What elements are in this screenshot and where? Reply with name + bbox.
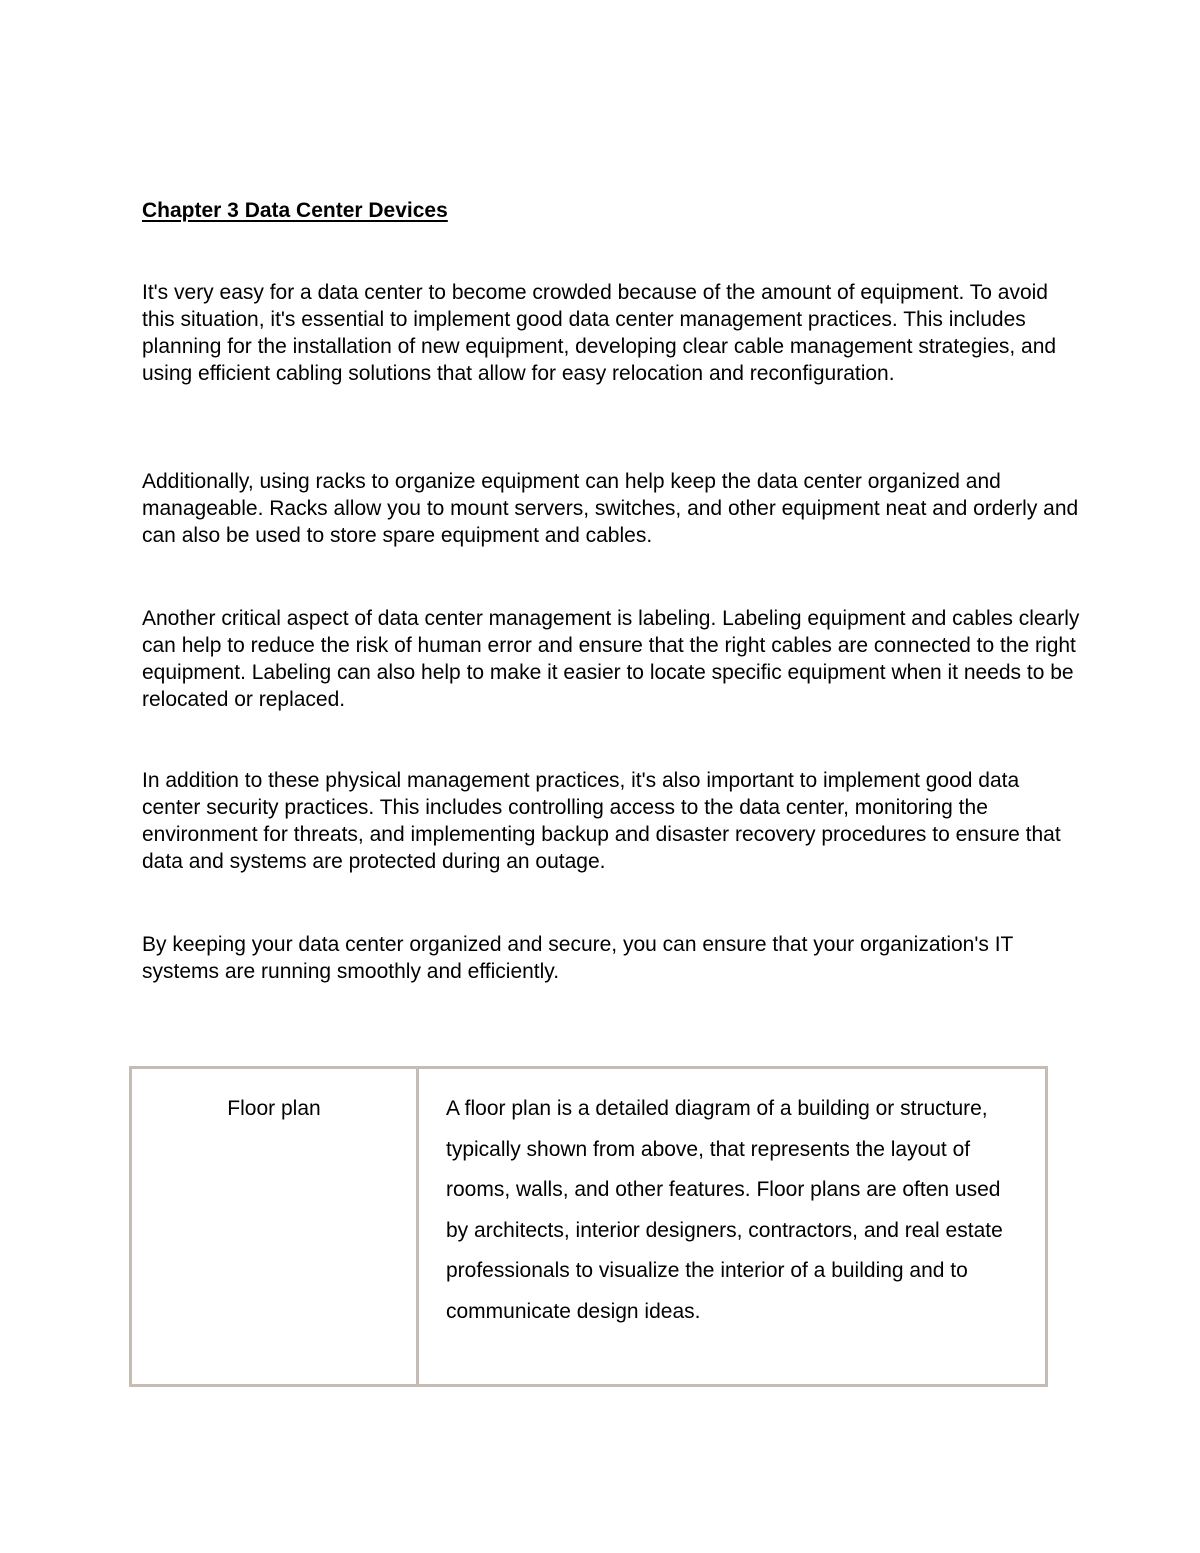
definition-cell — [418, 1068, 1047, 1386]
document-title: Chapter 3 Data Center Devices — [142, 199, 448, 222]
table-row — [131, 1068, 1047, 1386]
paragraph-labeling: Another critical aspect of data center management is labeling. Labeling equipment and cables clearly can help to reduce the risk of human error and ensure that the right cables are connected to the right equipment. Labeling can also help to make it easier to locate specific equipment when it needs to be relocated or replaced. — [142, 607, 1080, 711]
paragraph-racks: Additionally, using racks to organize equipment can help keep the data center organized and manageable. Racks allow you to mount servers, switches, and other equipment neat and orderly and can also be used to store spare equipment and cables. — [142, 470, 1079, 547]
term-text: Floor plan — [227, 1097, 321, 1120]
definition-table — [129, 1066, 1048, 1387]
paragraph-crowding: It's very easy for a data center to become crowded because of the amount of equipment. To avoid this situation, it's essential to implement good data center management practices. This includes planning for the installation of new equipment, developing clear cable management strategies, and using efficient cabling solutions that allow for easy relocation and reconfiguration. — [142, 281, 1057, 385]
paragraph-security: In addition to these physical management practices, it's also important to implement good data center security practices. This includes controlling access to the data center, monitoring the environment for threats, and implementing backup and disaster recovery procedures to ensure that data and systems are protected during an outage. — [142, 769, 1061, 873]
term-cell — [131, 1068, 418, 1386]
paragraph-conclusion: By keeping your data center organized and secure, you can ensure that your organization's IT systems are running smoothly and efficiently. — [142, 933, 1013, 983]
definition-text: A floor plan is a detailed diagram of a building or structure, typically shown from above, that represents the layout of rooms, walls, and other features. Floor plans are often used by architects, interior designers, contractors, and real estate professionals to visualize the interior of a building and to communicate design ideas. — [446, 1097, 1003, 1323]
